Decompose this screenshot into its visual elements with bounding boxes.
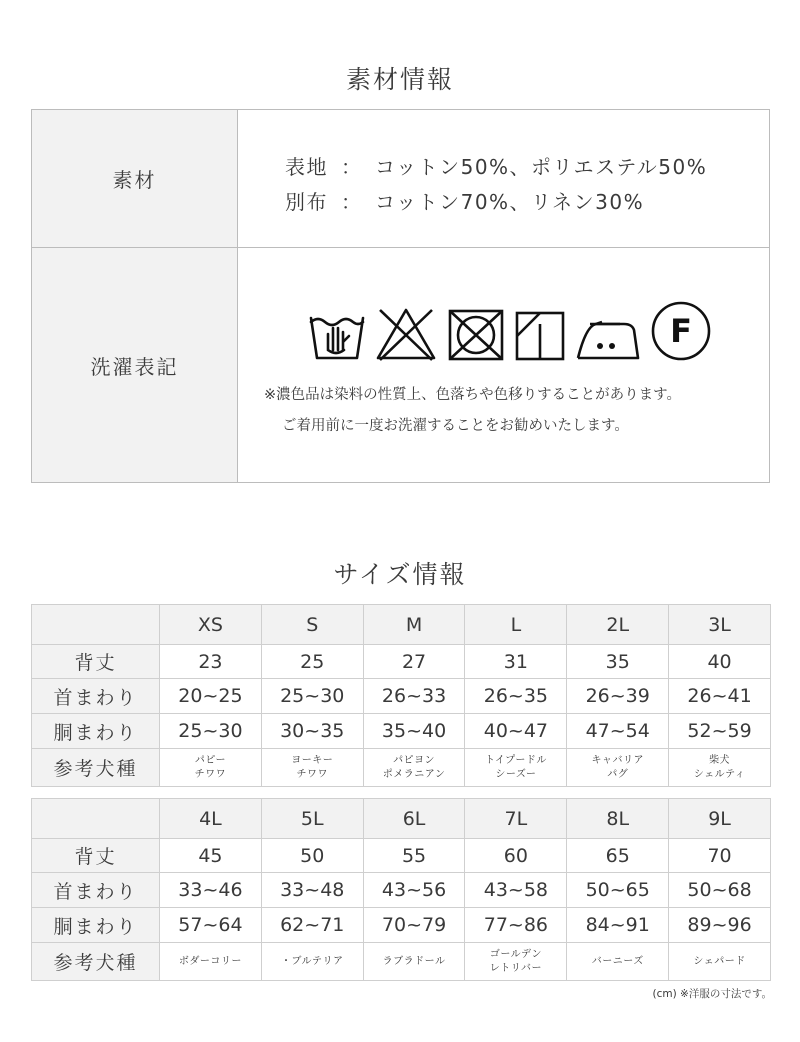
size-header-empty <box>32 605 160 645</box>
breed-cell <box>465 943 567 981</box>
chest-value: 57~64 <box>160 908 262 943</box>
size-header: 4L <box>160 799 262 839</box>
breed-line: チワワ <box>194 768 227 780</box>
iron-low-icon <box>574 316 642 362</box>
neck-value: 20~25 <box>160 679 262 714</box>
row-label-chest: 胴まわり <box>32 908 160 943</box>
breed-line: ゴールデン <box>489 948 542 960</box>
breed-cell <box>669 943 771 981</box>
breed-line: トイプードル <box>484 754 547 766</box>
back-value: 25 <box>261 645 363 679</box>
row-label-chest: 胴まわり <box>32 714 160 749</box>
care-row <box>32 247 769 482</box>
breed-line: ・ブルテリア <box>280 955 344 967</box>
breed-cell <box>567 749 669 787</box>
size-header-row <box>32 799 771 839</box>
size-header: 7L <box>465 799 567 839</box>
breed-cell <box>669 749 771 787</box>
dry-clean-letter: F <box>670 312 692 350</box>
material-table <box>31 109 770 483</box>
back-value: 31 <box>465 645 567 679</box>
chest-value: 70~79 <box>363 908 465 943</box>
neck-value: 33~48 <box>261 873 363 908</box>
row-label-breed: 参考犬種 <box>32 943 160 981</box>
breed-line: シェルティ <box>693 768 746 780</box>
back-value: 60 <box>465 839 567 873</box>
material-lines <box>238 110 769 247</box>
material-label: 素材 <box>32 110 238 247</box>
size-footnote: (cm) ※洋服の寸法です。 <box>652 988 772 1000</box>
size-header: XS <box>160 605 262 645</box>
size-header: S <box>261 605 363 645</box>
material-line-key: 表地 <box>285 155 328 179</box>
back-value: 40 <box>669 645 771 679</box>
breed-cell <box>160 749 262 787</box>
breed-cell <box>261 749 363 787</box>
chest-value: 47~54 <box>567 714 669 749</box>
neck-value: 50~68 <box>669 873 771 908</box>
care-icons <box>238 248 769 362</box>
breed-line: キャバリア <box>591 754 644 766</box>
breed-line: ヨーキー <box>291 754 334 766</box>
breed-line: シーズー <box>495 768 537 780</box>
chest-value: 77~86 <box>465 908 567 943</box>
back-value: 23 <box>160 645 262 679</box>
table-row <box>32 873 771 908</box>
table-row <box>32 943 771 981</box>
back-value: 70 <box>669 839 771 873</box>
chest-value: 62~71 <box>261 908 363 943</box>
breed-line: パピー <box>194 754 226 766</box>
material-line-sep: ： <box>341 155 363 179</box>
size-header: 9L <box>669 799 771 839</box>
size-header: M <box>363 605 465 645</box>
neck-value: 43~56 <box>363 873 465 908</box>
dry-clean-f-icon <box>650 300 712 362</box>
breed-line: パピヨン <box>393 754 436 766</box>
back-value: 50 <box>261 839 363 873</box>
breed-cell <box>363 943 465 981</box>
breed-line: チワワ <box>296 768 328 780</box>
material-line-value: コットン50%、ポリエステル50% <box>375 155 708 179</box>
neck-value: 43~58 <box>465 873 567 908</box>
care-note-1: ※濃色品は染料の性質上、色落ちや色移りすることがあります。 <box>264 387 681 403</box>
back-value: 45 <box>160 839 262 873</box>
size-header: 6L <box>363 799 465 839</box>
chest-value: 30~35 <box>261 714 363 749</box>
size-header-empty <box>32 799 160 839</box>
neck-value: 26~41 <box>669 679 771 714</box>
neck-value: 26~35 <box>465 679 567 714</box>
material-line-value: コットン70%、リネン30% <box>375 190 645 214</box>
material-line-sep: ： <box>341 190 363 214</box>
breed-line: バーニーズ <box>591 955 644 967</box>
table-row <box>32 714 771 749</box>
size-header: 8L <box>567 799 669 839</box>
back-value: 55 <box>363 839 465 873</box>
size-header-row <box>32 605 771 645</box>
care-note-2: ご着用前に一度お洗濯することをお勧めいたします。 <box>282 418 629 434</box>
hand-wash-icon <box>308 310 366 362</box>
line-dry-shade-icon <box>514 310 566 362</box>
neck-value: 26~39 <box>567 679 669 714</box>
breed-cell <box>465 749 567 787</box>
no-bleach-icon <box>374 306 438 362</box>
breed-line: パグ <box>607 768 629 780</box>
breed-line: シェパード <box>693 955 746 967</box>
chest-value: 52~59 <box>669 714 771 749</box>
material-line <box>285 150 769 185</box>
neck-value: 50~65 <box>567 873 669 908</box>
material-line <box>285 185 769 220</box>
size-table-2 <box>31 798 771 981</box>
table-row <box>32 645 771 679</box>
size-header: 3L <box>669 605 771 645</box>
breed-line: ポメラニアン <box>382 768 446 780</box>
back-value: 65 <box>567 839 669 873</box>
chest-value: 40~47 <box>465 714 567 749</box>
chest-value: 25~30 <box>160 714 262 749</box>
care-label: 洗濯表記 <box>32 248 238 482</box>
size-table-1 <box>31 604 771 787</box>
breed-line: ボダーコリー <box>178 955 242 967</box>
breed-line: レトリバー <box>489 962 542 974</box>
care-notes <box>238 362 769 442</box>
table-row <box>32 908 771 943</box>
back-value: 27 <box>363 645 465 679</box>
back-value: 35 <box>567 645 669 679</box>
size-title: サイズ情報 <box>333 560 467 589</box>
chest-value: 35~40 <box>363 714 465 749</box>
breed-cell <box>160 943 262 981</box>
material-row <box>32 110 769 247</box>
breed-cell <box>363 749 465 787</box>
breed-line: 柴犬 <box>709 754 731 766</box>
table-row <box>32 839 771 873</box>
size-header: L <box>465 605 567 645</box>
table-row <box>32 679 771 714</box>
size-header: 5L <box>261 799 363 839</box>
breed-line: ラブラドール <box>382 955 446 967</box>
row-label-neck: 首まわり <box>32 679 160 714</box>
neck-value: 25~30 <box>261 679 363 714</box>
care-body <box>238 248 769 482</box>
table-row <box>32 749 771 787</box>
breed-cell <box>261 943 363 981</box>
size-header: 2L <box>567 605 669 645</box>
row-label-back: 背丈 <box>32 645 160 679</box>
neck-value: 26~33 <box>363 679 465 714</box>
chest-value: 89~96 <box>669 908 771 943</box>
material-line-key: 別布 <box>285 190 328 214</box>
neck-value: 33~46 <box>160 873 262 908</box>
no-tumble-dry-icon <box>446 308 506 362</box>
row-label-neck: 首まわり <box>32 873 160 908</box>
row-label-back: 背丈 <box>32 839 160 873</box>
chest-value: 84~91 <box>567 908 669 943</box>
row-label-breed: 参考犬種 <box>32 749 160 787</box>
material-title: 素材情報 <box>345 65 454 94</box>
breed-cell <box>567 943 669 981</box>
